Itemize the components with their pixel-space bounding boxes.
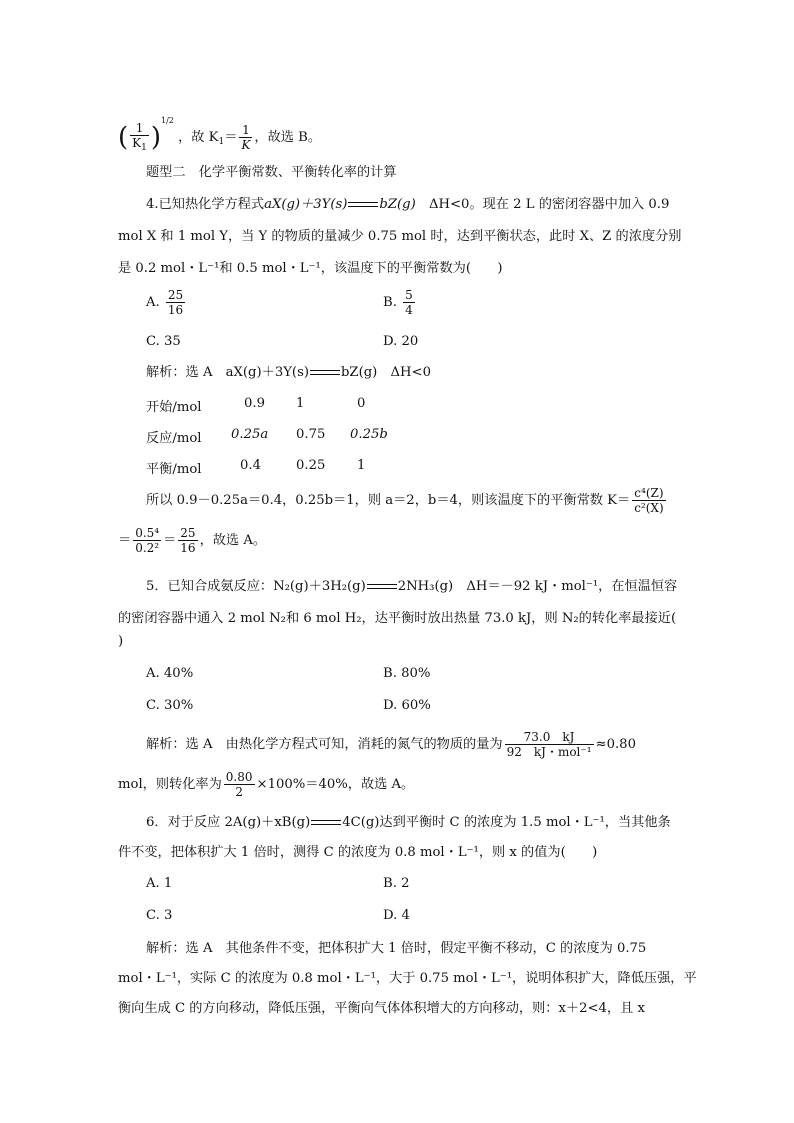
equilibrium-arrow	[311, 819, 341, 827]
q6-option-d: D. 4	[383, 908, 410, 923]
q4-line3: 是 0.2 mol・L⁻¹和 0.5 mol・L⁻¹，该温度下的平衡常数为( )	[118, 261, 503, 276]
q4-option-d: D. 20	[383, 334, 419, 349]
table-row-label: 开始/mol	[146, 400, 202, 415]
q5-line1: 5．已知合成氨反应：N₂(g)＋3H₂(g) 2NH₃(g) ΔH＝－92 kJ・mol⁻¹，在恒温恒容	[146, 579, 678, 594]
q5-option-a: A. 40%	[146, 666, 194, 681]
right-paren: )	[150, 122, 162, 153]
table-row-label: 反应/mol	[146, 431, 202, 446]
q4-option-b: B. $\frac{5}{4}$	[383, 288, 413, 317]
q6-line1: 6．对于反应 2A(g)＋xB(g) 4C(g)达到平衡时 C 的浓度为 1.5 mol・L⁻¹，当其他条	[146, 815, 671, 830]
q6-option-a: A. 1	[146, 876, 173, 891]
q6-option-b: B. 2	[383, 876, 410, 891]
equilibrium-arrow	[310, 369, 340, 377]
q4-option-c: C. 35	[146, 334, 181, 349]
document-page: ( $\frac{1}{K_1}$ )$^{1/2}$ ，故 $K_1=$ $\frac{1}{K}$ ，故选 B。 题型二 化学平衡常数、平衡转化率的计算 4.已知热化学方程式aX(g)＋3Y(s) bZ(g) ΔH<0。现在 2 L 的密闭容器中加入 0.9 mol X 和 1 mol Y，当 Y 的物质的量减少 0.75 mol 时，达到平衡状态，此时 X、Z 的浓度分别 是 0.2 mol・L⁻¹和 0.5 mol・L⁻¹，该温度下的平衡常数为( ) A. $\frac{25}{16}$ B. $\frac{5}{4}$ C. 35 D. 20 解析：选 A aX(g)＋3Y(s) bZ(g) ΔH<0 开始/mol 0.9 1 0 反应/mol 0.25a 0.75 0.25b 平衡/mol 0.4 0.25 1 所以 0.9－0.25a＝0.4，0.25b＝1，则 a＝2，b＝4，则该温度下的平衡常数 K＝ $\frac{\text{c⁴(Z)}}{\text{c²(X)}}$ ＝ $\frac{\text{0.5⁴}}{\text{0.2²}}$ ＝ $\frac{25}{16}$ ，故选 A。 5．已知合成氨反应：N₂(g)＋3H₂(g) 2NH₃(g) ΔH＝－92 kJ・mol⁻¹，在恒温恒容 的密闭容器中通入 2 mol N₂和 6 mol H₂，达平衡时放出热量 73.0 kJ，则 N₂的转化率最接近( ) A. 40% B. 80% C. 30% D. 60% 解析：选 A 由热化学方程式可知，消耗的氮气的物质的量为 $\frac{73.0 kJ}{\text{92 kJ・mol⁻¹}}$ ≈0.80 mol，则转化率为 $\frac{0.80}{2}$ ×100%＝40%，故选 A。 6．对于反应 2A(g)＋xB(g) 4C(g)达到平衡时 C 的浓度为 1.5 mol・L⁻¹，当其他条 件不变，把体积扩大 1 倍时，测得 C 的浓度为 0.8 mol・L⁻¹，则 x 的值为( ) A. 1 B. 2 C. 3 D. 4 解析：选 A 其他条件不变，把体积扩大 1 倍时，假定平衡不移动，C 的浓度为 0.75 mol・L⁻¹，实际 C 的浓度为 0.8 mol・L⁻¹，大于 0.75 mol・L⁻¹，说明体积扩大，降低压强，平 衡向生成 C 的方向移动，降低压强，平衡向气体体积增大的方向移动，则：x＋2<4，且 x	[0, 0, 794, 1123]
exponent: 1/2	[161, 116, 174, 125]
q6-solution-line2: mol・L⁻¹，实际 C 的浓度为 0.8 mol・L⁻¹，大于 0.75 mol・L⁻¹，说明体积扩大，降低压强，平	[118, 971, 697, 986]
equilibrium-arrow	[367, 583, 397, 591]
equilibrium-arrow	[348, 201, 378, 209]
q4-option-a: A. $\frac{25}{16}$	[146, 288, 184, 317]
top-formula: ( $\frac{1}{K_1}$ )$^{1/2}$ ，故 $K_1=$ $\frac{1}{K}$ ，故选 B。	[118, 116, 322, 153]
q5-line3: )	[118, 634, 124, 649]
q4-solution: 解析：选 A aX(g)＋3Y(s) bZ(g) ΔH<0	[146, 365, 431, 380]
q4-calc-line2: ＝ $\frac{\text{0.5⁴}}{\text{0.2²}}$ ＝ $\frac{25}{16}$ ，故选 A。	[118, 526, 267, 555]
fraction-one-over-k: $\frac{1}{K}$	[241, 123, 251, 152]
q5-solution-line1: 解析：选 A 由热化学方程式可知，消耗的氮气的物质的量为 $\frac{73.0 kJ}{\text{92 kJ・mol⁻¹}}$ ≈0.80	[146, 730, 636, 759]
q6-solution-line3: 衡向生成 C 的方向移动，降低压强，平衡向气体体积增大的方向移动，则：x＋2<4，且 x	[118, 1001, 645, 1016]
q6-line2: 件不变，把体积扩大 1 倍时，测得 C 的浓度为 0.8 mol・L⁻¹，则 x 的值为( )	[118, 845, 598, 860]
q6-solution-line1: 解析：选 A 其他条件不变，把体积扩大 1 倍时，假定平衡不移动，C 的浓度为 0.75	[146, 941, 647, 956]
q4-calc-line1: 所以 0.9－0.25a＝0.4，0.25b＝1，则 a＝2，b＝4，则该温度下的平衡常数 K＝ $\frac{\text{c⁴(Z)}}{\text{c²(X)}}$	[146, 486, 664, 515]
q5-option-c: C. 30%	[146, 698, 194, 713]
table-row-label: 平衡/mol	[146, 462, 202, 477]
q4-line2: mol X 和 1 mol Y，当 Y 的物质的量减少 0.75 mol 时，达到平衡状态，此时 X、Z 的浓度分别	[118, 229, 682, 244]
q4-line1: 4.已知热化学方程式aX(g)＋3Y(s) bZ(g) ΔH<0。现在 2 L 的密闭容器中加入 0.9	[146, 197, 670, 212]
q5-line2: 的密闭容器中通入 2 mol N₂和 6 mol H₂，达平衡时放出热量 73.0 kJ，则 N₂的转化率最接近(	[118, 611, 677, 626]
section-title: 题型二 化学平衡常数、平衡转化率的计算	[146, 165, 397, 180]
q5-solution-line2: mol，则转化率为 $\frac{0.80}{2}$ ×100%＝40%，故选 A。	[118, 770, 415, 799]
fraction-one-over-k1: $\frac{1}{K_1}$	[132, 120, 147, 153]
q5-option-b: B. 80%	[383, 666, 431, 681]
q5-option-d: D. 60%	[383, 698, 431, 713]
left-paren: (	[118, 122, 129, 153]
q6-option-c: C. 3	[146, 908, 173, 923]
